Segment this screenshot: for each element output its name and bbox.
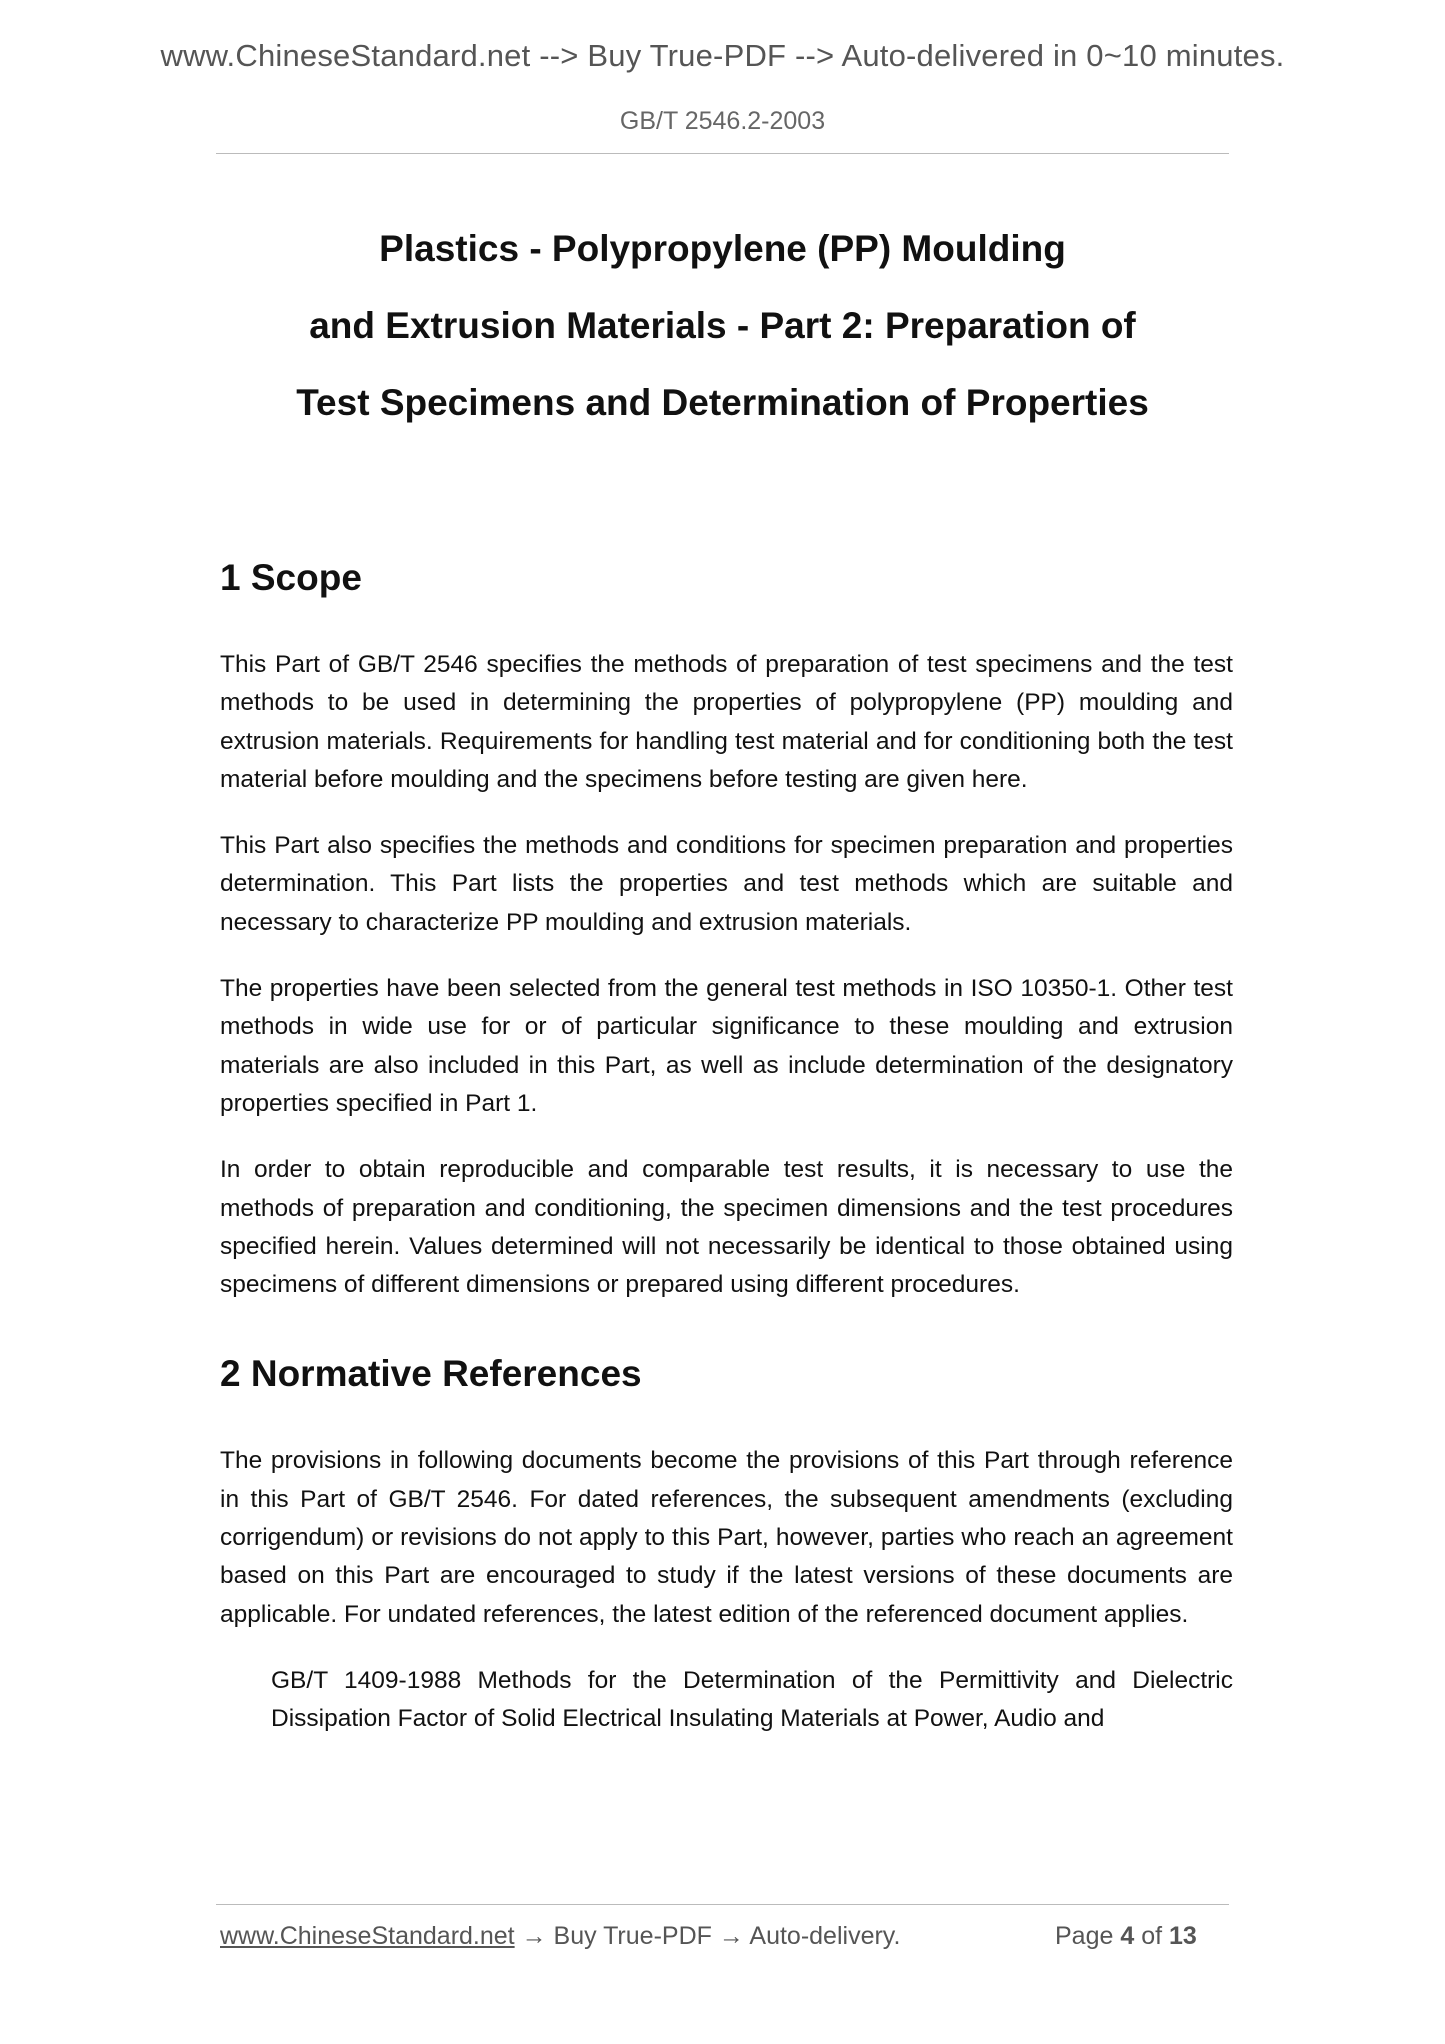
page-total: 13 <box>1169 1922 1197 1950</box>
standard-id: GB/T 2546.2-2003 <box>619 107 826 135</box>
section-2-heading: 2 Normative References <box>220 1353 642 1395</box>
of-word: of <box>1141 1922 1163 1950</box>
section-1-paragraph-4: In order to obtain reproducible and comparable test results, it is necessary to use the methods of preparation and conditioning, the specimen dimensions and the test procedures specified herein. Values determined will not necessarily be identical to those obtained using specimens of different dimensions or prepared using different procedures. <box>220 1156 1233 1299</box>
title-line-2: and Extrusion Materials - Part 2: Preparation of <box>309 305 1136 346</box>
footer-left <box>220 1922 900 1951</box>
page-word: Page <box>1055 1922 1114 1950</box>
reference-item: GB/T 1409-1988 Methods for the Determination of the Permittivity and Dielectric Dissipation Factor of Solid Electrical Insulating Materials at Power, Audio and <box>271 1666 1233 1733</box>
footer-site-link[interactable]: www.ChineseStandard.net <box>220 1922 515 1950</box>
title-line-3: Test Specimens and Determination of Properties <box>296 382 1149 423</box>
section-1-paragraph-3: The properties have been selected from the general test methods in ISO 10350-1. Other test methods in wide use for or of particular significance to these moulding and extrusion materials are also included in this Part, as well as include determination of the designatory properties specified in Part 1. <box>220 975 1233 1117</box>
section-1-heading: 1 Scope <box>220 557 362 598</box>
footer-divider <box>216 1904 1229 1905</box>
header-divider <box>216 153 1229 154</box>
section-1-paragraph-1: This Part of GB/T 2546 specifies the methods of preparation of test specimens and the test methods to be used in determining the properties of polypropylene (PP) moulding and extrusion materials. Requirements for handling test material and for conditioning both the test material before moulding and the specimens before testing are given here. <box>220 651 1233 793</box>
top-banner: www.ChineseStandard.net --> Buy True-PDF --> Auto-delivered in 0~10 minutes. <box>160 38 1285 73</box>
section-1-paragraph-2: This Part also specifies the methods and conditions for specimen preparation and properties determination. This Part lists the properties and test methods which are suitable and necessary to characterize PP moulding and extrusion materials. <box>220 832 1233 936</box>
page-current: 4 <box>1120 1922 1135 1950</box>
title-line-1: Plastics - Polypropylene (PP) Moulding <box>379 228 1066 269</box>
section-2-paragraph-1: The provisions in following documents become the provisions of this Part through reference in this Part of GB/T 2546. For dated references, the subsequent amendments (excluding corrigendum) or revisions do not apply to this Part, however, parties who reach an agreement based on this Part are encouraged to study if the latest versions of these documents are applicable. For undated references, the latest edition of the referenced document applies. <box>220 1447 1233 1628</box>
footer-trail-text: → Buy True-PDF → Auto-delivery. <box>514 1922 901 1950</box>
document-body <box>220 556 1233 1767</box>
document-title <box>180 210 1265 441</box>
page-indicator <box>1055 1922 1197 1951</box>
